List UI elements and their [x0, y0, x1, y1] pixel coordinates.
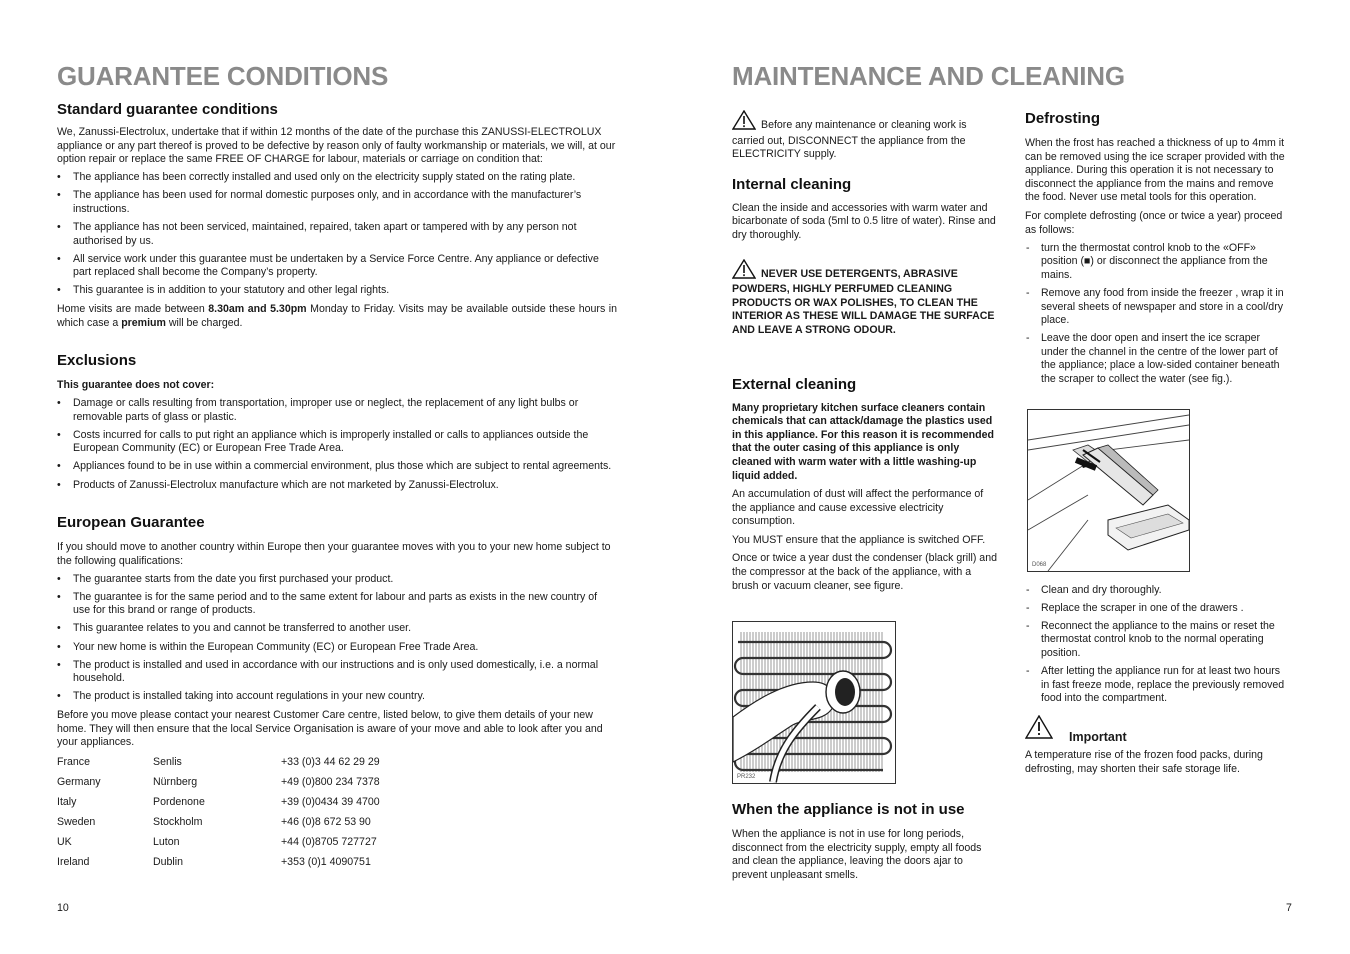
- defrosting-heading: Defrosting: [1025, 110, 1100, 127]
- maintenance-column-2: [1025, 110, 1290, 387]
- external-cleaning-p3: Once or twice a year dust the condenser (black grill) and the compressor at the back of the appliance, with a brush or vacuum cleaner, see figure.: [732, 552, 997, 592]
- contact-country: France: [57, 756, 90, 768]
- contact-city: Pordenone: [153, 796, 205, 808]
- list-item: - Clean and dry thoroughly.: [1025, 584, 1290, 598]
- not-in-use-text: When the appliance is not in use for long periods, disconnect from the electricity supply, empty all foods and clean the appliance, leaving the doors ajar to prevent unpleasant smells.: [732, 828, 982, 881]
- contact-phone: +44 (0)8705 727727: [281, 836, 377, 848]
- external-cleaning-bold: Many proprietary kitchen surface cleaners contain chemicals that can attack/damage the plastics used in this appliance. For this reason it is recommended that the outer casing of this appliance is only cleaned with warm water with a little washing-up liquid added.: [732, 401, 994, 482]
- defrosting-p2: For complete defrosting (once or twice a year) proceed as follows:: [1025, 209, 1283, 236]
- list-item: - Remove any food from inside the freezer , wrap it in several sheets of newspaper and store in a cool/dry place.: [1025, 287, 1290, 328]
- list-item: - After letting the appliance run for at least two hours in fast freeze mode, replace the previously removed food into the compartment.: [1025, 665, 1290, 706]
- contacts-table: [57, 756, 441, 876]
- list-item: • The appliance has been used for normal domestic purposes only, and in accordance with the manufacturer’s instructions.: [57, 189, 617, 216]
- list-item: • Appliances found to be in use within a commercial environment, plus those which are subject to rental agreements.: [57, 460, 617, 474]
- contact-country: UK: [57, 836, 72, 848]
- list-item: • The appliance has been correctly installed and used only on the electricity supply stated on the rating plate.: [57, 171, 617, 185]
- important-section: [1025, 715, 1290, 776]
- condenser-figure: [732, 621, 896, 784]
- standard-heading: Standard guarantee conditions: [57, 101, 278, 118]
- figure-label: D068: [1032, 562, 1047, 568]
- warning-icon: [1025, 715, 1053, 744]
- list-item: • The guarantee starts from the date you first purchased your product.: [57, 573, 617, 587]
- defrosting-steps-list-2: [1025, 584, 1290, 706]
- standard-guarantee-section: [57, 101, 617, 330]
- list-item: - Reconnect the appliance to the mains or reset the thermostat control knob to the normal operating position.: [1025, 620, 1290, 661]
- list-item: • Damage or calls resulting from transportation, improper use or neglect, the replacement of any light bulbs or removable parts of glass or plastic.: [57, 397, 617, 424]
- not-in-use-heading: When the appliance is not in use: [732, 801, 965, 818]
- contact-phone: +46 (0)8 672 53 90: [281, 816, 371, 828]
- list-item: • Products of Zanussi-Electrolux manufacture which are not marketed by Zanussi-Electrolux.: [57, 479, 617, 493]
- external-cleaning-p1: An accumulation of dust will affect the performance of the appliance and cause excessive electricity consumption.: [732, 488, 984, 528]
- list-item: - Leave the door open and insert the ice scraper under the channel in the centre of the lower part of the appliance; place a low-sided container beneath the scraper to collect the water (see fig.).: [1025, 332, 1290, 386]
- contact-phone: +39 (0)0434 39 4700: [281, 796, 380, 808]
- list-item: • Your new home is within the European Community (EC) or European Free Trade Area.: [57, 641, 617, 655]
- table-row: [57, 796, 441, 816]
- standard-conditions-list: [57, 171, 617, 298]
- european-qualifications-list: [57, 573, 617, 704]
- contact-city: Dublin: [153, 856, 184, 868]
- contact-country: Ireland: [57, 856, 90, 868]
- list-item: • The product is installed taking into account regulations in your new country.: [57, 690, 617, 704]
- exclusions-heading: Exclusions: [57, 352, 137, 369]
- contact-city: Luton: [153, 836, 180, 848]
- contact-country: Germany: [57, 776, 101, 788]
- defrosting-p1: When the frost has reached a thickness of up to 4mm it can be removed using the ice scraper provided with the appliance. During this operation it is not necessary to disconnect the appliance from the mains and remove the food. Never use metal tools for this operation.: [1025, 137, 1285, 204]
- list-item: • The product is installed and used in accordance with our instructions and is only used domestically, i.e. a normal household.: [57, 659, 617, 686]
- table-row: [57, 816, 441, 836]
- contact-city: Stockholm: [153, 816, 203, 828]
- exclusions-lead: This guarantee does not cover:: [57, 379, 215, 391]
- disconnect-warning: Before any maintenance or cleaning work is carried out, DISCONNECT the appliance from the ELECTRICITY supply.: [732, 110, 997, 162]
- contact-country: Sweden: [57, 816, 96, 828]
- standard-intro: We, Zanussi-Electrolux, undertake that if within 12 months of the date of the purchase this ZANUSSI-ELECTROLUX appliance or any part thereof is proved to be defective by reason only of faulty workmanship or materials, we will, at our option repair or replace the same FREE OF CHARGE for labour, materials or carriage on condition that:: [57, 126, 616, 166]
- list-item: - turn the thermostat control knob to the «OFF» position (■) or disconnect the appliance from the mains.: [1025, 242, 1290, 283]
- list-item: • All service work under this guarantee must be undertaken by a Service Force Centre. Any appliance or defective part replaced shall become the Company’s property.: [57, 253, 617, 280]
- table-row: [57, 836, 441, 856]
- right-page: [732, 0, 1292, 954]
- maintenance-title: MAINTENANCE AND CLEANING: [732, 61, 1125, 91]
- european-intro: If you should move to another country within Europe then your guarantee moves with you to your new home subject to the following qualifications:: [57, 541, 611, 567]
- internal-cleaning-heading: Internal cleaning: [732, 175, 852, 193]
- defrosting-steps-continued: [1025, 579, 1290, 706]
- defrosting-steps-list: [1025, 242, 1290, 387]
- list-item: • This guarantee relates to you and cannot be transferred to another user.: [57, 622, 617, 636]
- external-cleaning-p2: You MUST ensure that the appliance is switched OFF.: [732, 533, 986, 546]
- maintenance-column-1: [732, 110, 997, 593]
- external-cleaning-heading: External cleaning: [732, 375, 857, 393]
- contact-phone: +33 (0)3 44 62 29 29: [281, 756, 380, 768]
- contact-city: Nürnberg: [153, 776, 198, 788]
- contact-phone: +353 (0)1 4090751: [281, 856, 371, 868]
- warning-icon: [732, 259, 756, 284]
- table-row: [57, 776, 441, 796]
- european-outro: Before you move please contact your nearest Customer Care centre, listed below, to give them details of your new home. They will then ensure that the local Service Organisation is aware of your move and able to look after you and your appliances.: [57, 708, 603, 749]
- important-text: A temperature rise of the frozen food packs, during defrosting, may shorten their safe storage life.: [1025, 749, 1263, 775]
- contact-phone: +49 (0)800 234 7378: [281, 776, 380, 788]
- guarantee-title: GUARANTEE CONDITIONS: [57, 61, 389, 91]
- exclusions-section: [57, 352, 617, 492]
- left-page: [57, 0, 617, 954]
- european-heading: European Guarantee: [57, 514, 205, 531]
- list-item: • The guarantee is for the same period and to the same extent for labour and parts as exists in the new country of use for this brand or range of products.: [57, 591, 617, 618]
- contact-country: Italy: [57, 796, 77, 808]
- not-in-use-section: [732, 801, 997, 882]
- table-row: [57, 756, 441, 776]
- list-item: • Costs incurred for calls to put right an appliance which is improperly installed or calls to appliances outside the European Community (EC) or European Free Trade Area.: [57, 429, 617, 456]
- figure-label: PR232: [737, 774, 756, 780]
- list-item: • This guarantee is in addition to your statutory and other legal rights.: [57, 284, 617, 298]
- page-number-right: 7: [1286, 902, 1292, 914]
- ice-scraper-figure: [1027, 409, 1190, 572]
- important-heading: Important: [1069, 730, 1127, 744]
- page-number-left: 10: [57, 902, 69, 914]
- exclusions-list: [57, 397, 617, 492]
- condenser-illustration-icon: [733, 622, 895, 783]
- warning-icon: [732, 110, 756, 135]
- table-row: [57, 856, 441, 876]
- ice-scraper-illustration-icon: [1028, 410, 1189, 571]
- detergent-warning: NEVER USE DETERGENTS, ABRASIVE POWDERS, HIGHLY PERFUMED CLEANING PRODUCTS OR WAX POLISHES, TO CLEAN THE INTERIOR AS THESE WILL DAMAGE THE SURFACE AND LEAVE A STRONG ODOUR.: [732, 259, 997, 338]
- contact-city: Senlis: [153, 756, 182, 768]
- home-visits-text: Home visits are made between 8.30am and 5.30pm Monday to Friday. Visits may be available outside these hours in which case a premium will be charged.: [57, 303, 618, 329]
- internal-cleaning-text: Clean the inside and accessories with warm water and bicarbonate of soda (5ml to 0.5 litre of water). Rinse and dry thoroughly.: [732, 201, 996, 241]
- list-item: • The appliance has not been serviced, maintained, repaired, taken apart or tampered with by any person not authorised by us.: [57, 221, 617, 248]
- european-guarantee-section: [57, 514, 617, 750]
- list-item: - Replace the scraper in one of the drawers .: [1025, 602, 1290, 616]
